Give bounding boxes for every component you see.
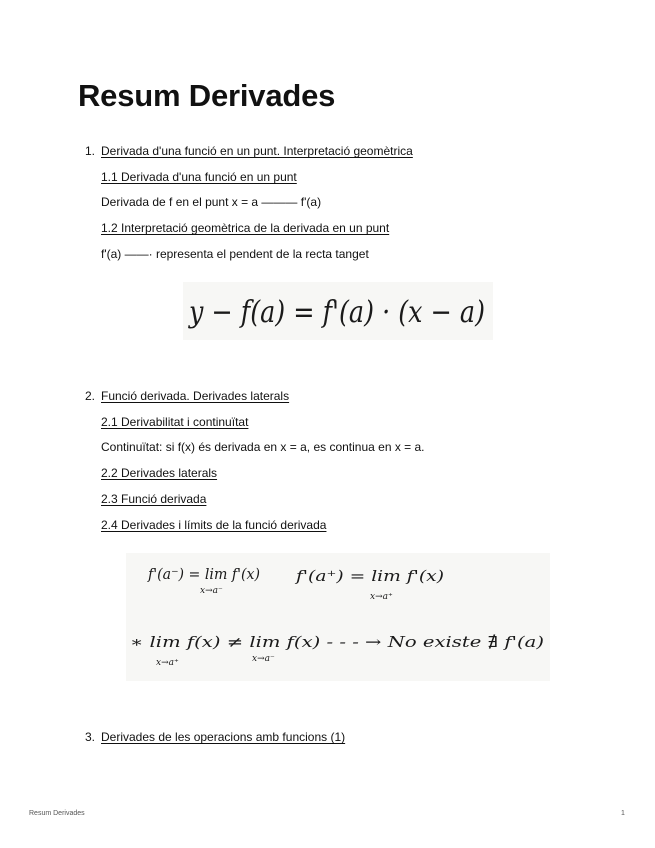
section-1-number: 1. — [85, 144, 96, 158]
limit-subscript-minus: x→a⁻ — [252, 654, 275, 664]
right-derivative-subscript: x→a⁺ — [370, 592, 393, 602]
section-1-heading-link[interactable]: Derivada d'una funció en un punt. Interpretació geomètrica — [101, 144, 413, 158]
section-3-heading-link[interactable]: Derivades de les operacions amb funcions (1) — [101, 730, 346, 744]
tangent-equation-text: y − f(a) = f'(a) · (x − a) — [187, 295, 486, 330]
footer-document-name: Resum Derivades — [29, 810, 85, 817]
section-1-text-slope: f'(a) ——· representa el pendent de la recta tanget — [101, 247, 369, 261]
footer-page-number: 1 — [621, 810, 625, 817]
subsection-1-2-link[interactable]: 1.2 Interpretació geomètrica de la derivada en un punt — [101, 221, 390, 235]
subsection-2-1-link[interactable]: 2.1 Derivabilitat i continuïtat — [101, 415, 249, 429]
subsection-1-1-link[interactable]: 1.1 Derivada d'una funció en un punt — [101, 170, 297, 184]
subsection-2-4-link[interactable]: 2.4 Derivades i límits de la funció derivada — [101, 518, 327, 532]
left-derivative-subscript: x→a⁻ — [200, 586, 223, 596]
lateral-derivatives-svg — [126, 553, 550, 681]
section-1-text-derivative: Derivada de f en el punt x = a ——— f'(a) — [101, 195, 322, 209]
subsection-2-3-link[interactable]: 2.3 Funció derivada — [101, 492, 207, 506]
handwritten-tangent-equation — [183, 282, 493, 340]
nonexistence-statement: ∗ lim f(x) ≠ lim f(x) - - - → No existe ∄ f'(a) — [130, 633, 545, 651]
section-2-number: 2. — [85, 389, 96, 403]
section-3-number: 3. — [85, 730, 96, 744]
subsection-2-2-link[interactable]: 2.2 Derivades laterals — [101, 466, 218, 480]
limit-subscript-plus: x→a⁺ — [156, 658, 179, 668]
handwritten-lateral-derivatives — [126, 553, 550, 681]
section-2-heading-link[interactable]: Funció derivada. Derivades laterals — [101, 389, 290, 403]
section-2-text-continuity: Continuïtat: si f(x) és derivada en x = a, es continua en x = a. — [101, 440, 425, 454]
tangent-equation-svg — [183, 282, 493, 340]
right-derivative-formula: f'(a⁺) = lim f'(x) — [294, 567, 445, 585]
page-title: Resum Derivades — [78, 78, 336, 113]
left-derivative-formula: f'(a⁻) = lim f'(x) — [147, 565, 261, 583]
